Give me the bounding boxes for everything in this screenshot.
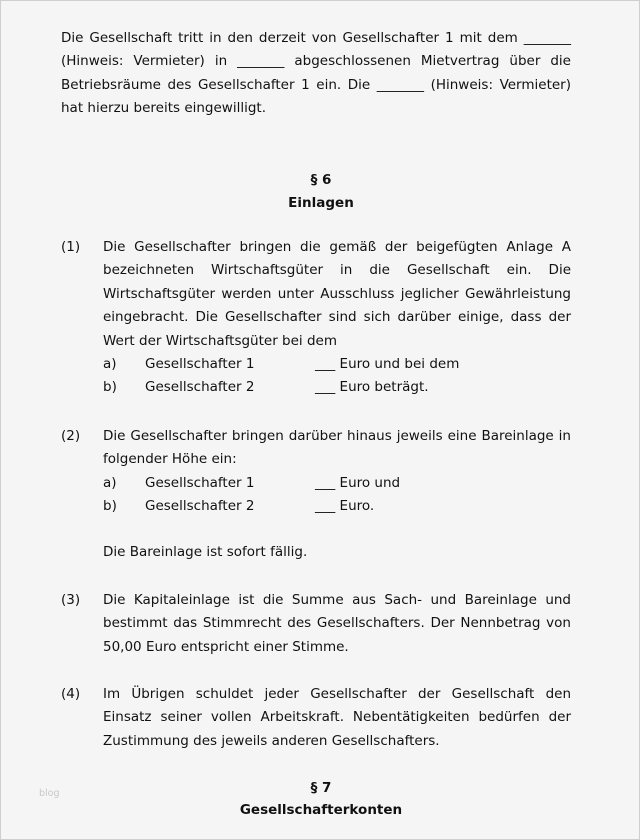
clause-number: (3) bbox=[61, 592, 81, 608]
subitem-amount: ___ Euro und bbox=[315, 474, 401, 491]
subitem-name: Gesellschafter 1 bbox=[145, 474, 255, 491]
clause-4 bbox=[61, 683, 571, 753]
subitem-amount: ___ Euro und bei dem bbox=[315, 356, 460, 373]
clause-1 bbox=[61, 236, 571, 400]
clause-number: (2) bbox=[61, 428, 81, 444]
subitem-name: Gesellschafter 2 bbox=[145, 379, 255, 396]
clause-text: Die Gesellschafter bringen darüber hinaus jeweils eine Bareinlage in folgender Höhe ein: bbox=[103, 428, 571, 468]
subitem-letter: b) bbox=[103, 498, 117, 515]
intro-paragraph: Die Gesellschaft tritt in den derzeit von Gesellschafter 1 mit dem _______ (Hinweis: Vermieter) in _______ abgeschlossenen Mietvertrag über die Betriebsräume des Gesellschafter 1 ein. Die _______ (Hinweis: Vermieter) hat hierzu bereits eingewilligt. bbox=[61, 30, 571, 117]
section-7-title: Gesellschafterkonten bbox=[239, 802, 403, 818]
clause-3 bbox=[61, 589, 571, 659]
clause-text: Im Übrigen schuldet jeder Gesellschafter der Gesellschaft den Einsatz seiner vollen Arbeitskraft. Nebentätigkeiten bedürfen der Zustimmung des jeweils anderen Gesellschafters. bbox=[103, 686, 571, 749]
subitem bbox=[103, 495, 571, 518]
subitem-name: Gesellschafter 2 bbox=[145, 498, 255, 515]
subitem-name: Gesellschafter 1 bbox=[145, 356, 255, 373]
section-6-title: Einlagen bbox=[288, 195, 354, 211]
watermark: blog bbox=[39, 788, 60, 799]
clause-number: (1) bbox=[61, 239, 81, 255]
subitem-amount: ___ Euro. bbox=[315, 498, 375, 515]
subitem-letter: a) bbox=[103, 356, 117, 373]
clause-note: Die Bareinlage ist sofort fällig. bbox=[103, 543, 308, 560]
subitem-letter: b) bbox=[103, 379, 117, 396]
subitem-letter: a) bbox=[103, 474, 117, 491]
subitem bbox=[103, 353, 571, 376]
section-6-number: § 6 bbox=[310, 172, 332, 188]
subitem bbox=[103, 472, 571, 495]
clause-text: Die Kapitaleinlage ist die Summe aus Sach- und Bareinlage und bestimmt das Stimmrecht des Gesellschafters. Der Nennbetrag von 50,00 Euro entspricht einer Stimme. bbox=[103, 592, 571, 655]
clause-text: Die Gesellschafter bringen die gemäß der beigefügten Anlage A bezeichneten Wirtschaftsgüter in die Gesellschaft ein. Die Wirtschaftsgüter werden unter Ausschluss jeglicher Gewährleistung eingebracht. Die Gesellschafter sind sich darüber einige, dass der Wert der Wirtschaftsgüter bei dem bbox=[103, 239, 571, 349]
subitem bbox=[103, 376, 571, 399]
section-7-number: § 7 bbox=[310, 780, 332, 796]
subitem-amount: ___ Euro beträgt. bbox=[315, 379, 429, 396]
clause-number: (4) bbox=[61, 686, 81, 702]
clause-2 bbox=[61, 425, 571, 564]
